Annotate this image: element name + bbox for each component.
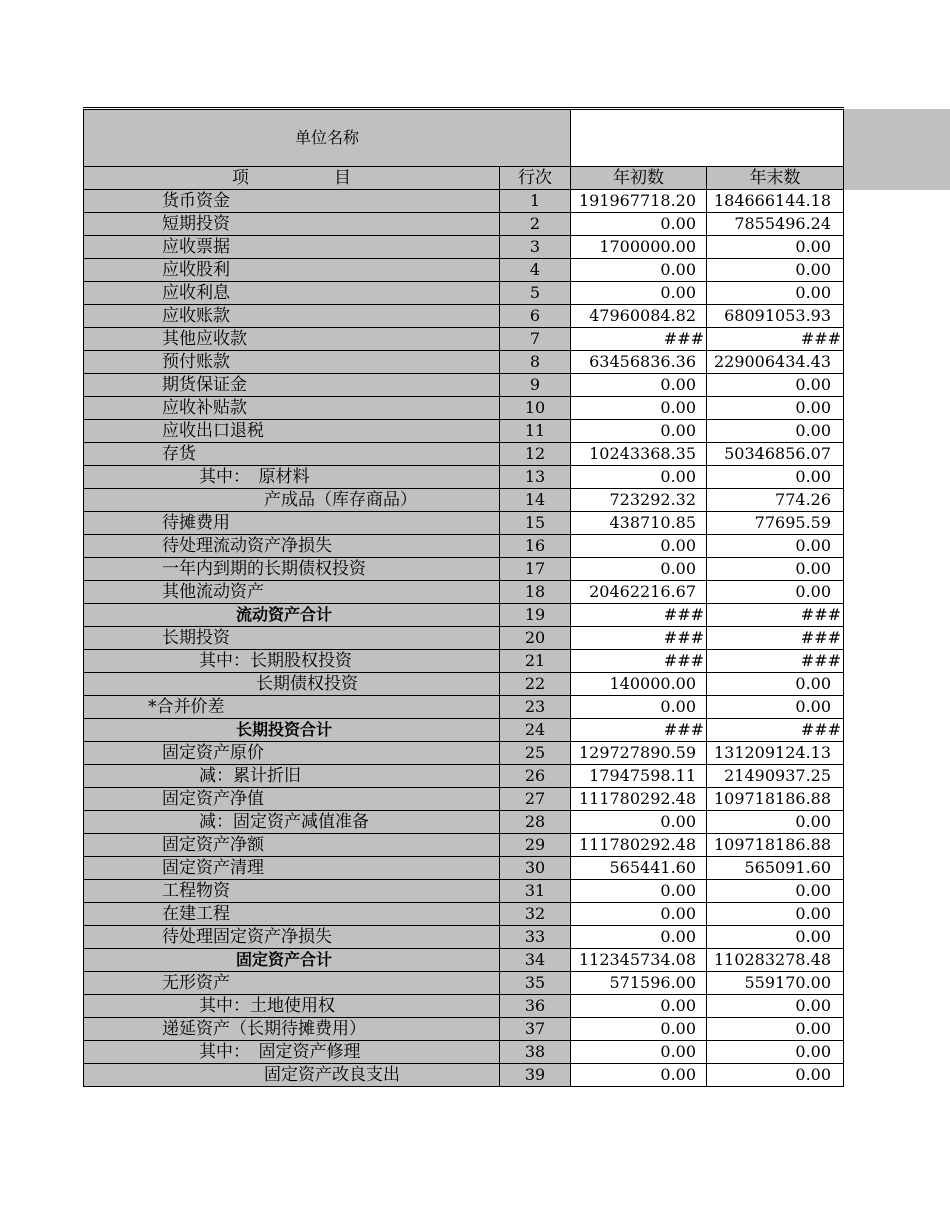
end-value-cell[interactable]: 0.00 [707,1041,844,1064]
begin-header: 年初数 [571,167,707,190]
begin-value-cell[interactable]: ### [571,328,707,351]
end-value-cell[interactable]: ### [707,328,844,351]
item-name-cell: 固定资产原价 [84,742,500,765]
row-number-cell: 13 [500,466,571,489]
end-value-cell[interactable]: ### [707,627,844,650]
table-row [84,903,844,926]
begin-value-cell[interactable]: 129727890.59 [571,742,707,765]
row-number-cell: 12 [500,443,571,466]
end-value-cell[interactable]: 110283278.48 [707,949,844,972]
table-row [84,236,844,259]
end-value-cell[interactable]: ### [707,604,844,627]
row-number-cell: 15 [500,512,571,535]
unit-name-label: 单位名称 [84,109,571,167]
begin-value-cell[interactable]: 0.00 [571,466,707,489]
table-row [84,788,844,811]
item-name-cell: 其中：长期股权投资 [84,650,500,673]
table-row [84,374,844,397]
begin-value-cell[interactable]: 0.00 [571,926,707,949]
row-number-cell: 37 [500,1018,571,1041]
row-no-header: 行次 [500,167,571,190]
row-number-cell: 32 [500,903,571,926]
table-row [84,811,844,834]
end-value-cell[interactable]: 0.00 [707,259,844,282]
end-value-cell[interactable]: 109718186.88 [707,788,844,811]
begin-value-cell[interactable]: 17947598.11 [571,765,707,788]
item-name-cell: 货币资金 [84,190,500,213]
table-row [84,834,844,857]
end-value-cell[interactable]: 77695.59 [707,512,844,535]
end-value-cell[interactable]: 0.00 [707,420,844,443]
begin-value-cell[interactable]: ### [571,650,707,673]
item-header: 项 目 [84,167,500,190]
table-row [84,857,844,880]
item-name-cell: 固定资产净额 [84,834,500,857]
row-number-cell: 33 [500,926,571,949]
table-row [84,673,844,696]
table-row [84,880,844,903]
item-name-cell: 待处理流动资产净损失 [84,535,500,558]
row-number-cell: 36 [500,995,571,1018]
row-number-cell: 30 [500,857,571,880]
table-row [84,420,844,443]
table-row [84,719,844,742]
item-name-cell: 长期投资 [84,627,500,650]
end-value-cell[interactable]: 7855496.24 [707,213,844,236]
begin-value-cell[interactable]: 0.00 [571,880,707,903]
begin-value-cell[interactable]: 0.00 [571,1064,707,1087]
row-number-cell: 16 [500,535,571,558]
table-row [84,466,844,489]
sheet-margin-fill [843,109,950,190]
balance-sheet-table [83,107,844,1087]
row-number-cell: 8 [500,351,571,374]
row-number-cell: 38 [500,1041,571,1064]
item-name-cell: 固定资产合计 [84,949,500,972]
item-name-cell: 固定资产改良支出 [84,1064,500,1087]
begin-value-cell[interactable]: 0.00 [571,420,707,443]
table-row [84,1064,844,1087]
table-row [84,949,844,972]
row-number-cell: 23 [500,696,571,719]
table-row [84,627,844,650]
end-value-cell[interactable]: 0.00 [707,995,844,1018]
table-row [84,328,844,351]
row-number-cell: 35 [500,972,571,995]
row-number-cell: 3 [500,236,571,259]
row-number-cell: 18 [500,581,571,604]
column-header-row [84,167,844,190]
item-name-cell: 短期投资 [84,213,500,236]
table-row [84,535,844,558]
row-number-cell: 22 [500,673,571,696]
row-number-cell: 26 [500,765,571,788]
row-number-cell: 29 [500,834,571,857]
item-name-cell: 预付账款 [84,351,500,374]
end-value-cell[interactable]: 565091.60 [707,857,844,880]
begin-value-cell[interactable]: 0.00 [571,213,707,236]
begin-value-cell[interactable]: 111780292.48 [571,788,707,811]
begin-value-cell[interactable]: 112345734.08 [571,949,707,972]
item-name-cell: 其中： 原材料 [84,466,500,489]
row-number-cell: 39 [500,1064,571,1087]
begin-value-cell[interactable]: 0.00 [571,696,707,719]
item-name-cell: 一年内到期的长期债权投资 [84,558,500,581]
table-row [84,1018,844,1041]
end-value-cell[interactable]: 0.00 [707,282,844,305]
table-row [84,995,844,1018]
end-value-cell[interactable]: 131209124.13 [707,742,844,765]
end-value-cell[interactable]: 50346856.07 [707,443,844,466]
item-name-cell: 产成品（库存商品） [84,489,500,512]
end-value-cell[interactable]: 229006434.43 [707,351,844,374]
table-row [84,351,844,374]
item-name-cell: 固定资产净值 [84,788,500,811]
table-row [84,305,844,328]
item-name-cell: 在建工程 [84,903,500,926]
table-row [84,512,844,535]
row-number-cell: 24 [500,719,571,742]
item-name-cell: 其中：土地使用权 [84,995,500,1018]
item-name-cell: 期货保证金 [84,374,500,397]
item-name-cell: 减：累计折旧 [84,765,500,788]
begin-value-cell[interactable]: 0.00 [571,397,707,420]
begin-value-cell[interactable]: 63456836.36 [571,351,707,374]
begin-value-cell[interactable]: 0.00 [571,282,707,305]
end-value-cell[interactable]: 0.00 [707,696,844,719]
begin-value-cell[interactable]: 140000.00 [571,673,707,696]
table-row [84,765,844,788]
row-number-cell: 11 [500,420,571,443]
row-number-cell: 9 [500,374,571,397]
table-row [84,558,844,581]
item-name-cell: 待处理固定资产净损失 [84,926,500,949]
item-name-cell: 减：固定资产减值准备 [84,811,500,834]
end-value-cell[interactable]: ### [707,719,844,742]
end-value-cell[interactable]: 184666144.18 [707,190,844,213]
end-value-cell[interactable]: 559170.00 [707,972,844,995]
row-number-cell: 2 [500,213,571,236]
item-name-cell: 固定资产清理 [84,857,500,880]
table-row [84,443,844,466]
table-row [84,1041,844,1064]
end-value-cell[interactable]: 0.00 [707,673,844,696]
item-name-cell: 工程物资 [84,880,500,903]
row-number-cell: 10 [500,397,571,420]
row-number-cell: 14 [500,489,571,512]
table-row [84,972,844,995]
balance-sheet [83,107,843,1087]
begin-value-cell[interactable]: 565441.60 [571,857,707,880]
begin-value-cell[interactable]: 723292.32 [571,489,707,512]
row-number-cell: 20 [500,627,571,650]
end-value-cell[interactable]: 0.00 [707,1018,844,1041]
end-value-cell[interactable]: 0.00 [707,903,844,926]
begin-value-cell[interactable]: 438710.85 [571,512,707,535]
item-name-cell: 其中： 固定资产修理 [84,1041,500,1064]
item-name-cell: *合并价差 [84,696,500,719]
end-value-cell[interactable]: 0.00 [707,374,844,397]
end-value-cell[interactable]: 0.00 [707,926,844,949]
row-number-cell: 25 [500,742,571,765]
row-number-cell: 19 [500,604,571,627]
item-name-cell: 应收补贴款 [84,397,500,420]
begin-value-cell[interactable]: 0.00 [571,535,707,558]
end-value-cell[interactable]: 774.26 [707,489,844,512]
begin-value-cell[interactable]: 10243368.35 [571,443,707,466]
item-name-cell: 应收利息 [84,282,500,305]
begin-value-cell[interactable]: 111780292.48 [571,834,707,857]
item-name-cell: 存货 [84,443,500,466]
row-number-cell: 28 [500,811,571,834]
table-row [84,650,844,673]
item-name-cell: 长期投资合计 [84,719,500,742]
table-row [84,397,844,420]
begin-value-cell[interactable]: 571596.00 [571,972,707,995]
begin-value-cell[interactable]: 0.00 [571,259,707,282]
begin-value-cell[interactable]: 20462216.67 [571,581,707,604]
end-value-cell[interactable]: 0.00 [707,466,844,489]
begin-value-cell[interactable]: 47960084.82 [571,305,707,328]
end-value-cell[interactable]: 68091053.93 [707,305,844,328]
end-value-cell[interactable]: 0.00 [707,880,844,903]
end-value-cell[interactable]: 109718186.88 [707,834,844,857]
item-name-cell: 流动资产合计 [84,604,500,627]
end-value-cell[interactable]: 21490937.25 [707,765,844,788]
table-row [84,604,844,627]
item-name-cell: 待摊费用 [84,512,500,535]
unit-name-row [84,109,844,167]
row-number-cell: 1 [500,190,571,213]
table-row [84,581,844,604]
row-number-cell: 4 [500,259,571,282]
begin-value-cell[interactable]: 0.00 [571,374,707,397]
item-name-cell: 无形资产 [84,972,500,995]
end-value-cell[interactable]: 0.00 [707,1064,844,1087]
end-value-cell[interactable]: ### [707,650,844,673]
begin-value-cell[interactable]: 0.00 [571,995,707,1018]
item-name-cell: 应收账款 [84,305,500,328]
begin-value-cell[interactable]: 0.00 [571,811,707,834]
end-value-cell[interactable]: 0.00 [707,558,844,581]
end-value-cell[interactable]: 0.00 [707,811,844,834]
begin-value-cell[interactable]: ### [571,627,707,650]
table-row [84,696,844,719]
unit-name-value[interactable] [571,109,844,167]
item-name-cell: 递延资产（长期待摊费用） [84,1018,500,1041]
end-value-cell[interactable]: 0.00 [707,397,844,420]
end-value-cell[interactable]: 0.00 [707,581,844,604]
item-name-cell: 应收股利 [84,259,500,282]
begin-value-cell[interactable]: 0.00 [571,1018,707,1041]
table-row [84,259,844,282]
row-number-cell: 27 [500,788,571,811]
begin-value-cell[interactable]: 191967718.20 [571,190,707,213]
table-row [84,489,844,512]
end-value-cell[interactable]: 0.00 [707,236,844,259]
table-row [84,926,844,949]
begin-value-cell[interactable]: ### [571,604,707,627]
row-number-cell: 17 [500,558,571,581]
table-row [84,213,844,236]
row-number-cell: 6 [500,305,571,328]
begin-value-cell[interactable]: ### [571,719,707,742]
item-name-cell: 其他流动资产 [84,581,500,604]
row-number-cell: 34 [500,949,571,972]
row-number-cell: 31 [500,880,571,903]
begin-value-cell[interactable]: 0.00 [571,1041,707,1064]
item-name-cell: 应收票据 [84,236,500,259]
table-row [84,190,844,213]
row-number-cell: 7 [500,328,571,351]
begin-value-cell[interactable]: 0.00 [571,558,707,581]
item-name-cell: 应收出口退税 [84,420,500,443]
begin-value-cell[interactable]: 0.00 [571,903,707,926]
row-number-cell: 5 [500,282,571,305]
table-row [84,282,844,305]
begin-value-cell[interactable]: 1700000.00 [571,236,707,259]
end-value-cell[interactable]: 0.00 [707,535,844,558]
item-name-cell: 其他应收款 [84,328,500,351]
item-name-cell: 长期债权投资 [84,673,500,696]
row-number-cell: 21 [500,650,571,673]
table-row [84,742,844,765]
end-header: 年末数 [707,167,844,190]
